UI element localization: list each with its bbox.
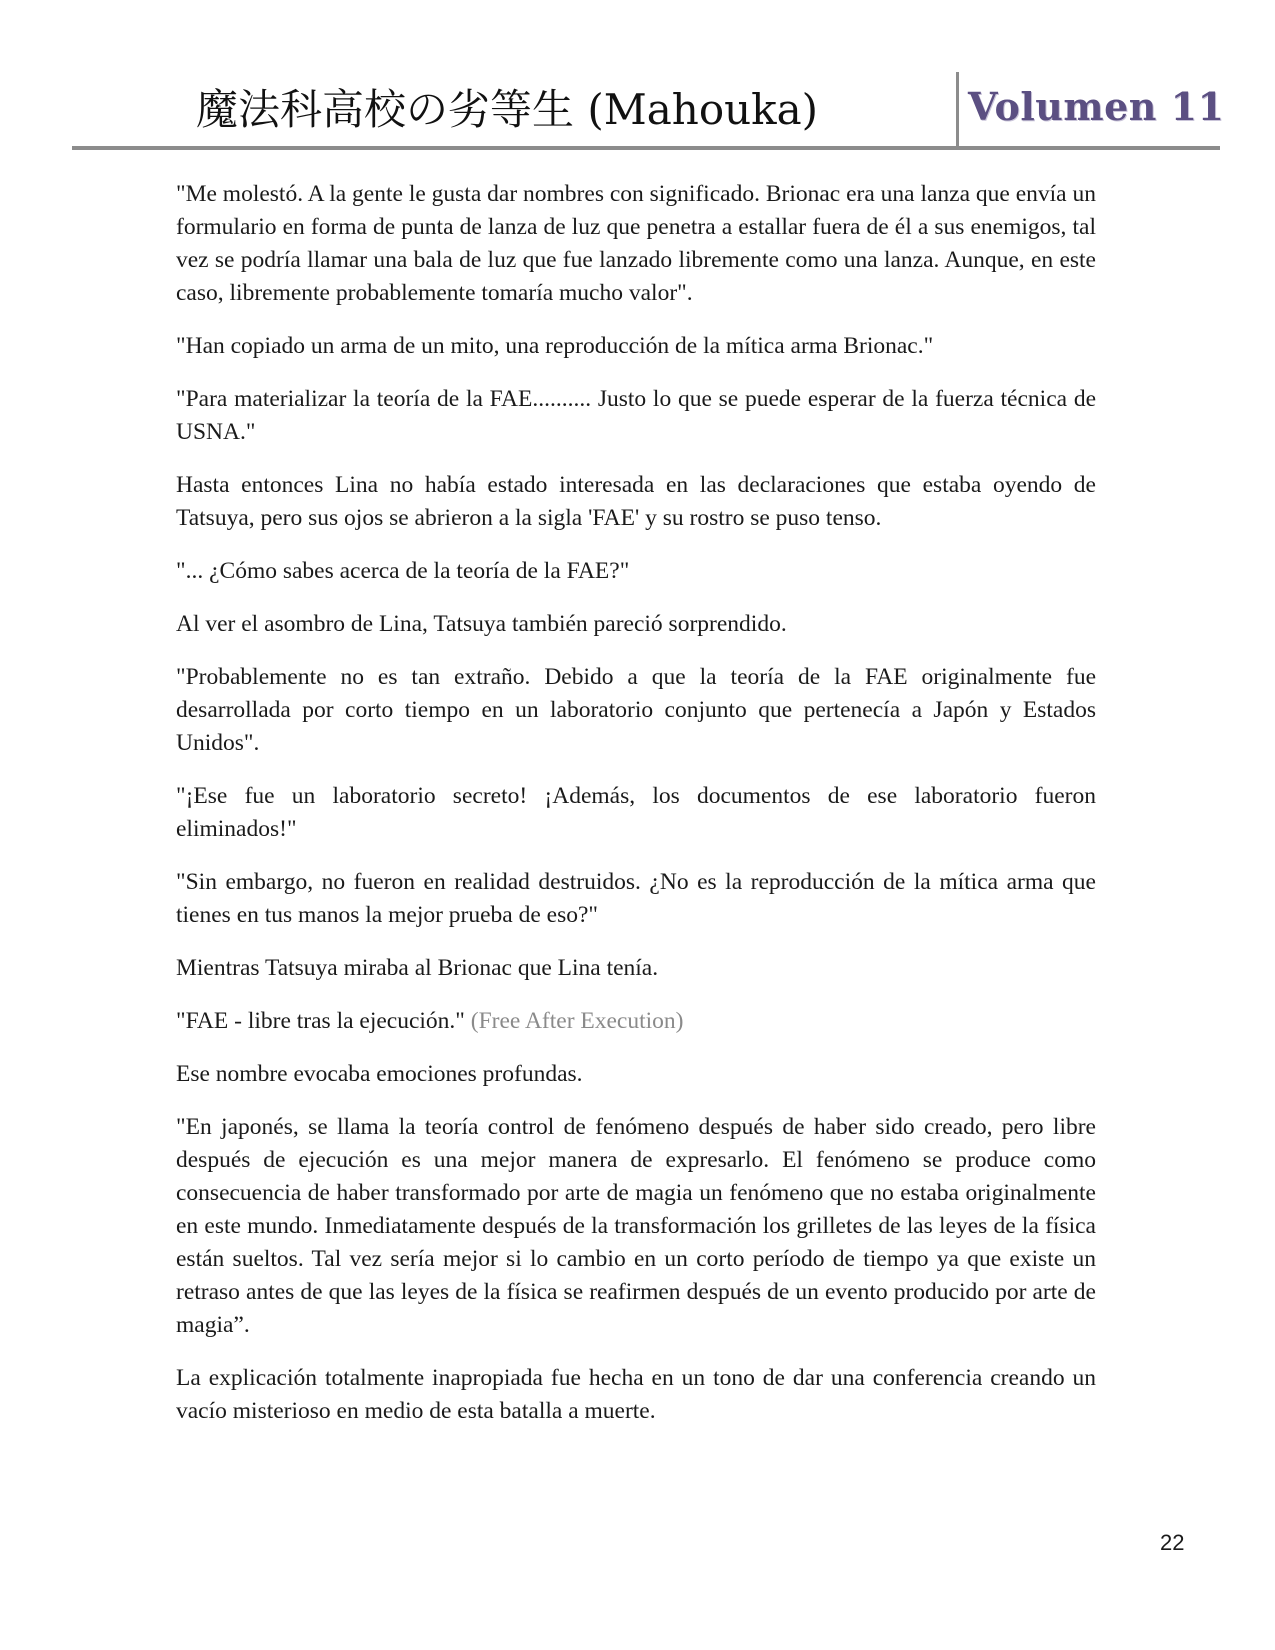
header-rule [72,146,1220,150]
paragraph: La explicación totalmente inapropiada fue hecha en un tono de dar una conferencia creando un vacío misterioso en medio de esta batalla a muerte. [176,1365,1096,1424]
paragraph: Mientras Tatsuya miraba al Brionac que Lina tenía. [176,955,659,981]
paragraph: "En japonés, se llama la teoría control de fenómeno después de haber sido creado, pero libre después de ejecución es una mejor manera de expresarlo. El fenómeno se produce como consecuencia de haber transformado por arte de magia un fenómeno que no estaba originalmente en este mundo. Inmediatamente después de la transformación los grilletes de las leyes de la física están sueltos. Tal vez sería mejor si lo cambio en un corto período de tiempo ya que existe un retraso antes de que las leyes de la física se reafirmen después de un evento producido por arte de magia”. [176,1114,1096,1338]
book-title: 魔法科高校の劣等生 (Mahouka) [196,85,819,134]
paragraph: "Me molestó. A la gente le gusta dar nombres con significado. Brionac era una lanza que envía un formulario en forma de punta de lanza de luz que penetra a estallar fuera de él a sus enemigos, tal vez se podría llamar una bala de luz que fue lanzado libremente como una lanza. Aunque, en este caso, libremente probablemente tomaría mucho valor". [176,181,1096,306]
paragraph: "Sin embargo, no fueron en realidad destruidos. ¿No es la reproducción de la mítica arma que tienes en tus manos la mejor prueba de eso?" [176,869,1096,928]
page-number: 22 [1160,1530,1185,1555]
body-text [176,178,1096,1448]
header-vertical-divider [956,72,959,148]
paragraph: "Para materializar la teoría de la FAE.......... Justo lo que se puede esperar de la fuerza técnica de USNA." [176,386,1096,445]
page-header [72,72,1225,152]
paragraph: "¡Ese fue un laboratorio secreto! ¡Además, los documentos de ese laboratorio fueron eliminados!" [176,783,1096,842]
volume-label: Volumen 11 [968,84,1225,129]
paragraph: "Han copiado un arma de un mito, una reproducción de la mítica arma Brionac." [176,333,934,359]
paragraph-fae [176,1005,1096,1038]
paragraph: "Probablemente no es tan extraño. Debido a que la teoría de la FAE originalmente fue desarrollada por corto tiempo en un laboratorio conjunto que pertenecía a Japón y Estados Unidos". [176,664,1096,756]
paragraph: Hasta entonces Lina no había estado interesada en las declaraciones que estaba oyendo de Tatsuya, pero sus ojos se abrieron a la sigla 'FAE' y su rostro se puso tenso. [176,472,1096,531]
paragraph: "... ¿Cómo sabes acerca de la teoría de la FAE?" [176,558,630,584]
fae-quote: "FAE - libre tras la ejecución." [176,1008,465,1034]
paragraph: Al ver el asombro de Lina, Tatsuya también pareció sorprendido. [176,611,787,637]
paragraph: Ese nombre evocaba emociones profundas. [176,1061,583,1087]
fae-aside: (Free After Execution) [470,1008,684,1034]
